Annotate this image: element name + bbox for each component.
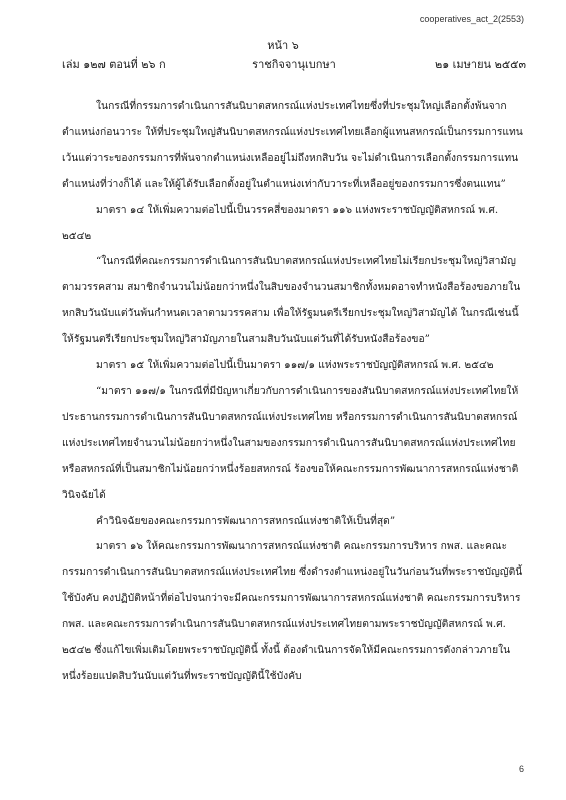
page-number: 6 xyxy=(518,764,524,774)
publication-date: ๒๑ เมษายน ๒๕๕๓ xyxy=(434,58,526,71)
paragraph: มาตรา ๑๕ ให้เพิ่มความต่อไปนี้เป็นมาตรา ๑๑๗/๑ แห่งพระราชบัญญัติสหกรณ์ พ.ศ. ๒๕๔๒ xyxy=(96,359,494,372)
paragraph: คำวินิจฉัยของคณะกรรมการพัฒนาการสหกรณ์แห่งชาติให้เป็นที่สุด” xyxy=(96,514,396,527)
gazette-title: ราชกิจจานุเบกษา xyxy=(252,58,336,71)
page-label: หน้า ๖ xyxy=(267,39,299,52)
volume-issue: เล่ม ๑๒๗ ตอนที่ ๒๖ ก xyxy=(62,58,166,71)
paragraph: ในกรณีที่กรรมการดำเนินการสันนิบาตสหกรณ์แห่งประเทศไทยซึ่งที่ประชุมใหญ่เลือกตั้งพ้นจากตำแหน่งก่อนวาระ ให้ที่ประชุมใหญ่สันนิบาตสหกรณ์แห่งประเทศไทยเลือกผู้แทนสหกรณ์เป็นกรรมการแทน เว้นแต่วาระของกรรมการที่พ้นจากตำแหน่งเหลืออยู่ไม่ถึงหกสิบวัน จะไม่ดำเนินการเลือกตั้งกรรมการแทนตำแหน่งที่ว่างก็ได้ และให้ผู้ได้รับเลือกตั้งอยู่ในตำแหน่งเท่ากับวาระที่เหลืออยู่ของกรรมการซึ่งตนแทน” xyxy=(62,100,523,190)
document-reference: cooperatives_act_2(2553) xyxy=(419,14,524,24)
paragraph: “ในกรณีที่คณะกรรมการดำเนินการสันนิบาตสหกรณ์แห่งประเทศไทยไม่เรียกประชุมใหญ่วิสามัญตามวรรคสาม สมาชิกจำนวนไม่น้อยกว่าหนึ่งในสิบของจำนวนสมาชิกทั้งหมดอาจทำหนังสือร้องขอภายในหกสิบวันนับแต่วันพ้นกำหนดเวลาตามวรรคสาม เพื่อให้รัฐมนตรีเรียกประชุมใหญ่วิสามัญได้ ในกรณีเช่นนี้ให้รัฐมนตรีเรียกประชุมใหญ่วิสามัญภายในสามสิบวันนับแต่วันที่ได้รับหนังสือร้องขอ” xyxy=(62,255,521,346)
paragraph: มาตรา ๑๔ ให้เพิ่มความต่อไปนี้เป็นวรรคสี่ของมาตรา ๑๑๖ แห่งพระราชบัญญัติสหกรณ์ พ.ศ. ๒๕๔๒ xyxy=(62,203,499,242)
document-body xyxy=(62,94,524,690)
paragraph: มาตรา ๑๖ ให้คณะกรรมการพัฒนาการสหกรณ์แห่งชาติ คณะกรรมการบริหาร กพส. และคณะกรรมการดำเนินการสันนิบาตสหกรณ์แห่งประเทศไทย ซึ่งดำรงตำแหน่งอยู่ในวันก่อนวันที่พระราชบัญญัตินี้ใช้บังคับ คงปฏิบัติหน้าที่ต่อไปจนกว่าจะมีคณะกรรมการพัฒนาการสหกรณ์แห่งชาติ คณะกรรมการบริหาร กพส. และคณะกรรมการดำเนินการสันนิบาตสหกรณ์แห่งประเทศไทยตามพระราชบัญญัติสหกรณ์ พ.ศ. ๒๕๔๒ ซึ่งแก้ไขเพิ่มเติมโดยพระราชบัญญัตินี้ ทั้งนี้ ต้องดำเนินการจัดให้มีคณะกรรมการดังกล่าวภายในหนึ่งร้อยแปดสิบวันนับแต่วันที่พระราชบัญญัตินี้ใช้บังคับ xyxy=(62,540,523,682)
paragraph: “มาตรา ๑๑๗/๑ ในกรณีที่มีปัญหาเกี่ยวกับการดำเนินการของสันนิบาตสหกรณ์แห่งประเทศไทยให้ประธานกรรมการดำเนินการสันนิบาตสหกรณ์แห่งประเทศไทย หรือกรรมการดำเนินการสันนิบาตสหกรณ์แห่งประเทศไทยจำนวนไม่น้อยกว่าหนึ่งในสามของกรรมการดำเนินการสันนิบาตสหกรณ์แห่งประเทศไทย หรือสหกรณ์ที่เป็นสมาชิกไม่น้อยกว่าหนึ่งร้อยสหกรณ์ ร้องขอให้คณะกรรมการพัฒนาการสหกรณ์แห่งชาติวินิจฉัยได้ xyxy=(62,384,519,501)
gazette-header xyxy=(62,55,526,71)
